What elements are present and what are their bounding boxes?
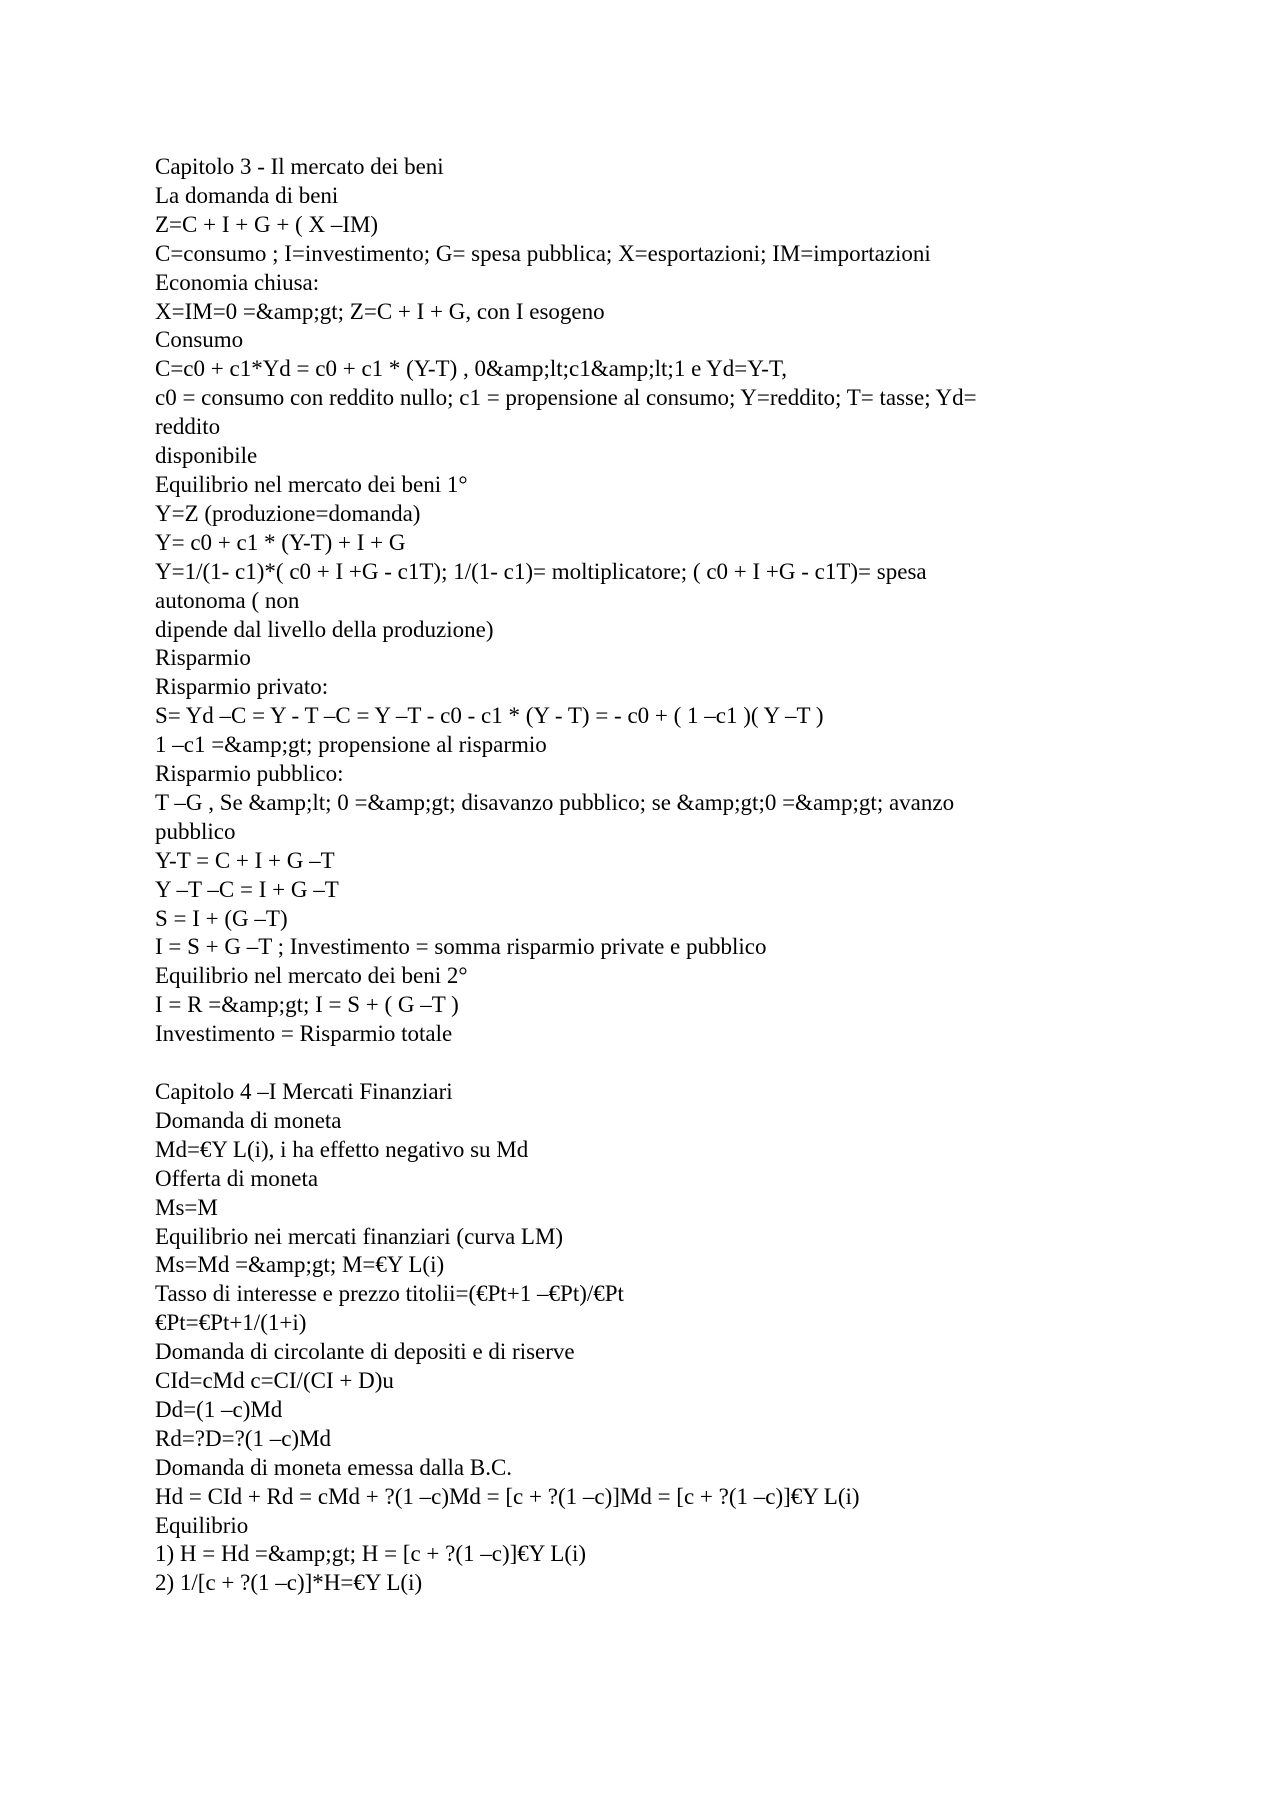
text-line: Rd=?D=?(1 –c)Md <box>155 1425 332 1451</box>
text-line: Domanda di moneta emessa dalla B.C. <box>155 1454 513 1480</box>
document-body <box>155 153 1115 1598</box>
text-line: Md=€Y L(i), i ha effetto negativo su Md <box>155 1136 529 1162</box>
text-line: Y-T = C + I + G –T <box>155 847 335 873</box>
text-line: Capitolo 3 - Il mercato dei beni <box>155 154 444 179</box>
text-line: I = S + G –T ; Investimento = somma risparmio private e pubblico <box>155 934 767 960</box>
text-line: C=consumo ; I=investimento; G= spesa pubblica; X=esportazioni; IM=importazioni <box>155 240 931 266</box>
text-line: Z=C + I + G + ( X –IM) <box>155 211 379 237</box>
text-line: 1) H = Hd =&amp;gt; H = [c + ?(1 –c)]€Y L(i) <box>155 1541 587 1567</box>
text-line: Equilibrio nel mercato dei beni 2° <box>155 963 468 989</box>
text-line: Risparmio <box>155 645 251 671</box>
text-line: Y= c0 + c1 * (Y-T) + I + G <box>155 529 406 555</box>
text-line: Dd=(1 –c)Md <box>155 1396 283 1422</box>
text-line: T –G , Se &amp;lt; 0 =&amp;gt; disavanzo pubblico; se &amp;gt;0 =&amp;gt; avanzo <box>155 789 955 815</box>
text-line: I = R =&amp;gt; I = S + ( G –T ) <box>155 992 459 1018</box>
text-line: Risparmio pubblico: <box>155 761 344 787</box>
text-line: Offerta di moneta <box>155 1165 319 1191</box>
text-line: CId=cMd c=CI/(CI + D)u <box>155 1368 394 1394</box>
blank-line <box>155 1049 1115 1078</box>
text-line: Hd = CId + Rd = cMd + ?(1 –c)Md = [c + ?(1 –c)]Md = [c + ?(1 –c)]€Y L(i) <box>155 1483 860 1509</box>
text-line: Y=1/(1- c1)*( c0 + I +G - c1T); 1/(1- c1)= moltiplicatore; ( c0 + I +G - c1T)= spesa <box>155 558 927 584</box>
text-line: Consumo <box>155 327 244 353</box>
text-line: S= Yd –C = Y - T –C = Y –T - c0 - c1 * (Y - T) = - c0 + ( 1 –c1 )( Y –T ) <box>155 703 824 729</box>
text-line: 1 –c1 =&amp;gt; propensione al risparmio <box>155 732 547 758</box>
text-line: c0 = consumo con reddito nullo; c1 = propensione al consumo; Y=reddito; T= tasse; Yd= <box>155 385 977 411</box>
text-line: Ms=Md =&amp;gt; M=€Y L(i) <box>155 1252 445 1278</box>
text-line: reddito <box>155 414 221 440</box>
text-line: Ms=M <box>155 1194 218 1220</box>
text-line: Equilibrio nei mercati finanziari (curva LM) <box>155 1223 564 1249</box>
text-line: X=IM=0 =&amp;gt; Z=C + I + G, con I esogeno <box>155 298 605 324</box>
text-line: Domanda di circolante di depositi e di riserve <box>155 1339 575 1365</box>
text-line: Domanda di moneta <box>155 1107 342 1133</box>
text-line: Equilibrio nel mercato dei beni 1° <box>155 471 468 497</box>
text-line: 2) 1/[c + ?(1 –c)]*H=€Y L(i) <box>155 1570 423 1596</box>
text-line: S = I + (G –T) <box>155 905 288 931</box>
text-line: €Pt=€Pt+1/(1+i) <box>155 1310 307 1336</box>
text-line: Investimento = Risparmio totale <box>155 1021 453 1047</box>
text-line: C=c0 + c1*Yd = c0 + c1 * (Y-T) , 0&amp;lt;c1&amp;lt;1 e Yd=Y-T, <box>155 356 788 382</box>
text-line: Capitolo 4 –I Mercati Finanziari <box>155 1078 453 1104</box>
text-line: pubblico <box>155 818 236 844</box>
text-line: Y –T –C = I + G –T <box>155 876 339 902</box>
text-line: La domanda di beni <box>155 182 339 208</box>
text-line: disponibile <box>155 443 258 469</box>
text-line: Equilibrio <box>155 1512 249 1538</box>
text-line: dipende dal livello della produzione) <box>155 616 494 642</box>
text-line: Risparmio privato: <box>155 674 329 700</box>
text-line: autonoma ( non <box>155 587 300 613</box>
text-line: Y=Z (produzione=domanda) <box>155 500 421 526</box>
text-line: Economia chiusa: <box>155 269 320 295</box>
text-line: Tasso di interesse e prezzo titolii=(€Pt+1 –€Pt)/€Pt <box>155 1281 624 1307</box>
